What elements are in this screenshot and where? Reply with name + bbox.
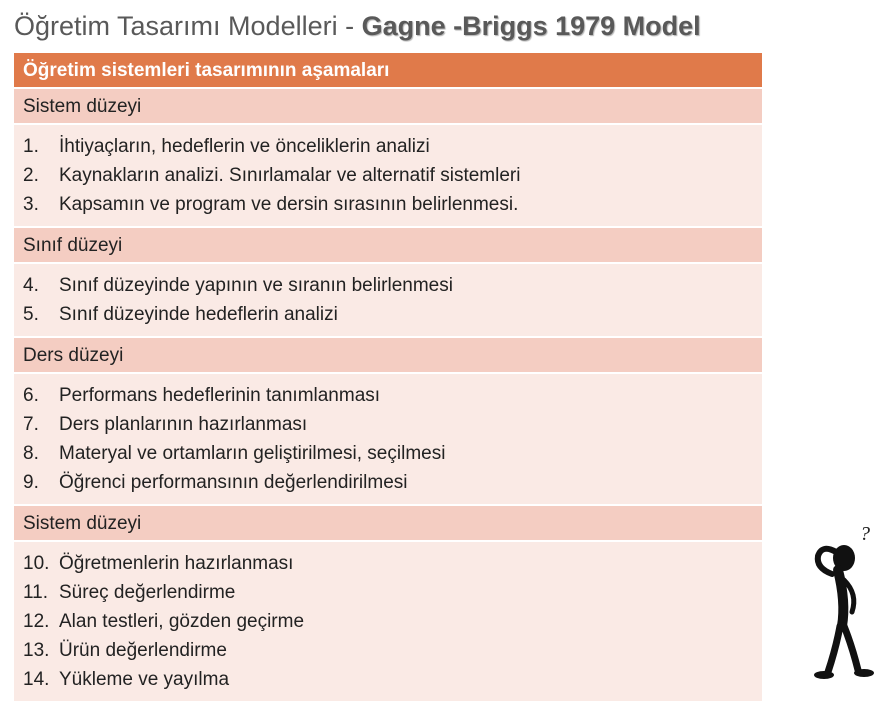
item-number: 8. [23, 443, 39, 464]
item-text: Materyal ve ortamların geliştirilmesi, seçilmesi [59, 443, 446, 464]
item-text: Kaynakların analizi. Sınırlamalar ve alternatif sistemleri [59, 165, 521, 186]
list-item [23, 578, 762, 607]
item-number: 10. [23, 553, 50, 574]
list-item [23, 439, 762, 468]
item-text: Ders planlarının hazırlanması [59, 414, 308, 435]
item-text: Yükleme ve yayılma [59, 669, 230, 690]
section-label: Ders düzeyi [14, 338, 762, 374]
list-item [23, 300, 762, 329]
items-block [14, 542, 762, 703]
item-number: 11. [23, 582, 49, 603]
item-number: 7. [23, 414, 39, 435]
item-text: Öğrenci performansının değerlendirilmesi [59, 472, 408, 493]
title-prefix: Öğretim Tasarımı Modelleri - [14, 11, 362, 41]
section-label: Sistem düzeyi [14, 506, 762, 542]
list-item [23, 161, 762, 190]
list-item [23, 381, 762, 410]
list-item [23, 549, 762, 578]
list-item [23, 132, 762, 161]
item-number: 9. [23, 472, 39, 493]
item-text: Sınıf düzeyinde hedeflerin analizi [59, 304, 338, 325]
item-number: 12. [23, 611, 50, 632]
item-number: 1. [23, 136, 39, 157]
item-number: 4. [23, 275, 39, 296]
item-number: 13. [23, 640, 50, 661]
item-text: Sınıf düzeyinde yapının ve sıranın belirlenmesi [59, 275, 453, 296]
item-text: Ürün değerlendirme [59, 640, 227, 661]
section-label: Sınıf düzeyi [14, 228, 762, 264]
svg-text:?: ? [860, 523, 870, 545]
item-text: Öğretmenlerin hazırlanması [59, 553, 294, 574]
item-number: 5. [23, 304, 39, 325]
list-item [23, 607, 762, 636]
list-item [23, 410, 762, 439]
item-number: 6. [23, 385, 39, 406]
slide-title [14, 6, 874, 46]
item-number: 14. [23, 669, 50, 690]
list-item [23, 271, 762, 300]
table-header: Öğretim sistemleri tasarımının aşamaları [14, 53, 762, 89]
items-block [14, 264, 762, 338]
list-item [23, 468, 762, 497]
stages-table [14, 53, 762, 703]
list-item [23, 665, 762, 694]
section-label: Sistem düzeyi [14, 89, 762, 125]
list-item [23, 636, 762, 665]
items-block [14, 125, 762, 228]
item-number: 3. [23, 194, 39, 215]
thinking-person-icon [808, 522, 880, 682]
item-text: Alan testleri, gözden geçirme [59, 611, 305, 632]
item-text: Performans hedeflerinin tanımlanması [59, 385, 381, 406]
list-item [23, 190, 762, 219]
item-text: Kapsamın ve program ve dersin sırasının belirlenmesi. [59, 194, 519, 215]
items-block [14, 374, 762, 506]
item-text: Süreç değerlendirme [59, 582, 236, 603]
item-number: 2. [23, 165, 39, 186]
item-text: İhtiyaçların, hedeflerin ve önceliklerin analizi [59, 136, 430, 157]
title-accent: Gagne -Briggs 1979 Model [361, 11, 701, 41]
